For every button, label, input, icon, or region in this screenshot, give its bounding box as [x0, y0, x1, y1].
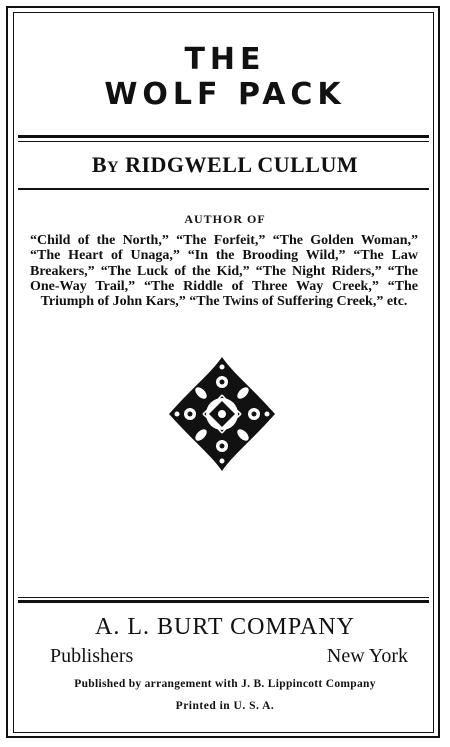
author-name: RIDGWELL CULLUM	[125, 152, 359, 177]
top-double-rule-2	[18, 141, 429, 142]
author-byline	[0, 152, 450, 178]
top-double-rule-1	[18, 135, 429, 138]
byline-by-cap: B	[91, 152, 108, 177]
bottom-double-rule-2	[18, 600, 429, 603]
book-title-line-1: THE	[184, 42, 266, 77]
byline-rule	[18, 188, 429, 190]
bottom-double-rule-1	[18, 597, 429, 598]
publisher-name: A. L. BURT COMPANY	[95, 614, 355, 640]
byline-by-rest: Y	[107, 159, 120, 176]
arrangement-note: Published by arrangement with J. B. Lippincott Company	[74, 678, 376, 690]
decorative-fleuron-icon	[163, 355, 281, 473]
publisher-role: Publishers	[50, 645, 134, 667]
book-title-line-2: WOLF PACK	[104, 77, 346, 112]
other-works-list: “Child of the North,” “The Forfeit,” “The Golden Woman,” “The Heart of Unaga,” “In the Brooding Wild,” “The Law Breakers,” “The Luck of the Kid,” “The Night Riders,” “The One-Way Trail,” “The Riddle of Three Way Creek,” “The Triumph of John Kars,” “The Twins of Suffering Creek,” etc.	[30, 233, 418, 310]
publisher-city: New York	[326, 645, 408, 667]
author-of-heading: AUTHOR OF	[184, 212, 266, 226]
printed-in-note: Printed in U. S. A.	[175, 700, 275, 712]
